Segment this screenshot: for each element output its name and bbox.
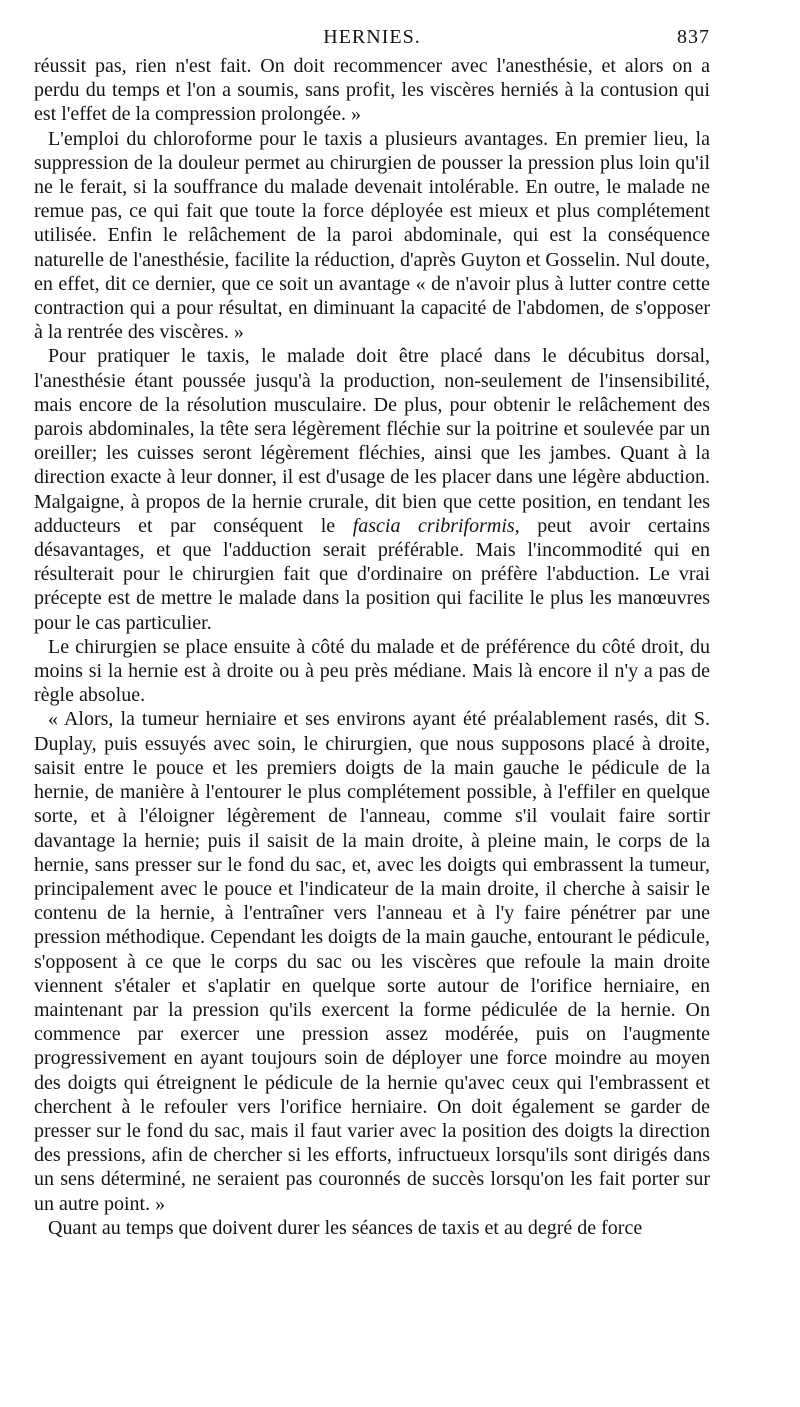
page-number: 837 [677,26,710,48]
text-run: Quant au temps que doivent durer les séances de taxis et au degré de force [48,1216,643,1239]
running-header [34,26,710,54]
paragraph [34,127,710,345]
paragraph [34,54,710,127]
italic-term: fascia cribriformis, [352,514,520,537]
running-title: HERNIES. [323,26,421,48]
text-run: peut avoir certains désavantages, et que l'adduction serait préférable. Mais l'incommodité qui en résulterait pour le chirurgien fait que d'ordinaire on préfère l'abduction. Le vrai précepte est de mettre le malade dans la position qui facilite le plus les manœuvres pour le cas particulier. [34,514,711,634]
paragraph [34,344,710,634]
text-run: L'emploi du chloroforme pour le taxis a plusieurs avantages. En premier lieu, la suppression de la douleur permet au chirurgien de pousser la pression plus loin qu'il ne le ferait, si la souffrance du malade devenait intolérable. En outre, le malade ne remue pas, ce qui fait que toute la force déployée est mieux et plus complétement utilisée. Enfin le relâchement de la paroi abdominale, qui est la conséquence naturelle de l'anesthésie, facilite la réduction, d'après Guyton et Gosselin. Nul doute, en effet, dit ce dernier, que ce soit un avantage « de n'avoir plus à lutter contre cette contraction qui a pour résultat, en diminuant la capacité de l'abdomen, de s'opposer à la rentrée des viscères. » [34,127,710,344]
body-text [34,54,710,1240]
text-run: Le chirurgien se place ensuite à côté du malade et de préférence du côté droit, du moins si la hernie est à droite ou à peu près médiane. Mais là encore il n'y a pas de règle absolue. [34,635,710,707]
text-run: réussit pas, rien n'est fait. On doit recommencer avec l'anesthésie, et alors on a perdu du temps et l'on a soumis, sans profit, les viscères herniés à la contusion qui est l'effet de la compression prolongée. » [34,55,710,126]
paragraph [34,635,710,708]
paragraph [34,1216,710,1240]
book-page [34,26,710,1240]
text-run: Pour pratiquer le taxis, le malade doit être placé dans le décubitus dorsal, l'anesthésie étant poussée jusqu'à la production, non-seulement de l'insensibilité, mais encore de la résolution musculaire. De plus, pour obtenir le relâchement des parois abdominales, la tête sera légèrement fléchie sur la poitrine et soulevée par un oreiller; les cuisses seront légèrement fléchies, ainsi que les jambes. Quant à la direction exacte à leur donner, il est d'usage de les placer dans une légère abduction. Malgaigne, à propos de la hernie crurale, dit bien que cette position, en tendant les adducteurs et par conséquent le [34,345,710,537]
text-run: « Alors, la tumeur herniaire et ses environs ayant été préalablement rasés, dit S. Duplay, puis essuyés avec soin, le chirurgien, que nous supposons placé à droite, saisit entre le pouce et les premiers doigts de la main gauche le pédicule de la hernie, de manière à l'entourer le plus complétement possible, à l'effiler en quelque sorte, et à l'éloigner légèrement de l'anneau, comme s'il voulait faire sortir davantage la hernie; puis il saisit de la main droite, à pleine main, le corps de la hernie, sans presser sur le fond du sac, et, avec les doigts qui embrassent la tumeur, principalement avec le pouce et l'indicateur de la main droite, il cherche à saisir le contenu de la hernie, à l'entraîner vers l'anneau et à l'y faire pénétrer par une pression méthodique. Cependant les doigts de la main gauche, entourant le pédicule, s'opposent à ce que le corps du sac ou les viscères que refoule la main droite viennent s'étaler et s'aplatir en quelque sorte autour de l'orifice herniaire, en maintenant par la pression qu'ils exercent la forme pédiculée de la hernie. On commence par exercer une pression assez modérée, puis on l'augmente progressivement en ayant toujours soin de déployer une force moindre au moyen des doigts qui étreignent le pédicule de la hernie qu'avec ceux qui l'embrassent et cherchent à le refouler vers l'orifice herniaire. On doit également se garder de presser sur le fond du sac, mais il faut varier avec la position des doigts la direction des pressions, afin de chercher si les efforts, infructueux lorsqu'ils sont dirigés dans un sens déterminé, ne seraient pas couronnés de succès lorsqu'on les fait porter sur un autre point. » [34,708,710,1215]
paragraph [34,707,710,1215]
